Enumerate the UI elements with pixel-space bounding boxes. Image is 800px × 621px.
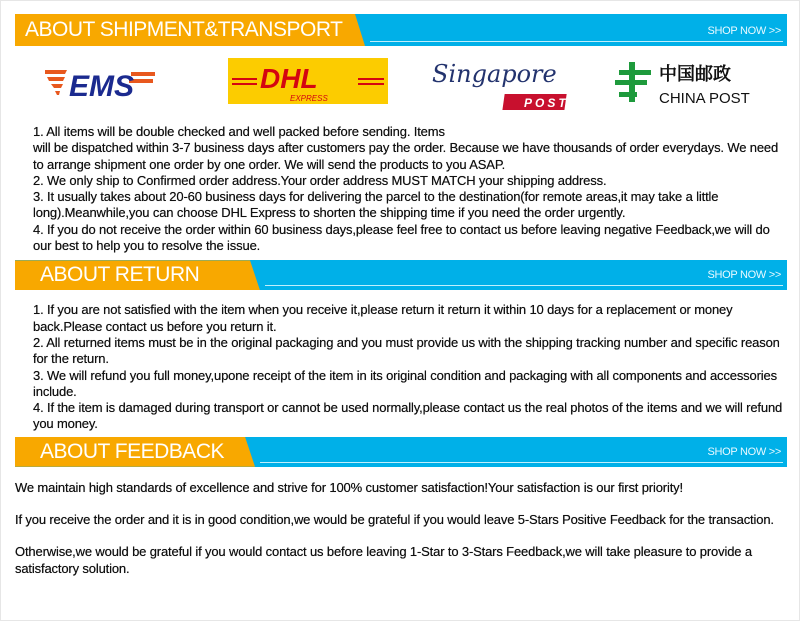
return-line: 4. If the item is damaged during transport or cannot be used normally,please contact us the real photos of the items and we will refund you money. [33,400,783,432]
divider [265,285,783,286]
feedback-paragraph: If you receive the order and it is in good condition,we would be grateful if you would leave 5-Stars Positive Feedback for the transaction. [15,512,774,528]
shipment-line: 2. We only ship to Confirmed order address.Your order address MUST MATCH your shipping address. [33,172,607,188]
feedback-text [15,480,787,577]
shipment-line: 1. All items will be double checked and well packed before sending. Items [33,124,445,139]
svg-text:EMS: EMS [69,70,135,103]
section-title: ABOUT FEEDBACK [40,439,224,463]
feedback-paragraph: Otherwise,we would be grateful if you would contact us before leaving 1-Star to 3-Stars Feedback,we will take pleasure to provide a satisfactory solution. [15,544,752,576]
divider [260,462,783,463]
shop-now-link[interactable]: SHOP NOW >> [707,25,781,37]
svg-text:EXPRESS: EXPRESS [290,94,328,103]
section-title: ABOUT RETURN [40,263,200,287]
svg-text:Singapore: Singapore [432,60,557,88]
divider [370,41,783,42]
ems-logo [45,64,155,106]
return-text [33,302,789,432]
shop-now-link[interactable]: SHOP NOW >> [707,445,781,458]
shipment-line: 3. It usually takes about 20-60 business days for delivering the parcel to the destination(for remote areas,it may take a little long).Meanwhile,you can choose DHL Express to shorten the shipping time if you need the order urgently. [33,189,719,221]
feedback-banner [15,437,787,467]
svg-text:POST: POST [524,96,569,110]
shipment-line: 4. If you do not receive the order within 60 business days,please feel free to contact us before leaving negative Feedback,we will do our best to help you to resolve the issue. [33,221,770,254]
shipment-banner [15,14,787,46]
return-banner [15,260,787,290]
carrier-logos [1,56,800,124]
return-line: 1. If you are not satisfied with the item when you receive it,please return it return it within 10 days for a replacement or money back.Please contact us before you return it. [33,302,733,334]
shipment-line: will be dispatched within 3-7 business days after customers pay the order. Because we have thousands of order everydays. We need to arrange shipment one order by one order. We will send the products to you ASAP. [33,140,779,172]
return-line: 3. We will refund you full money,upone receipt of the item in its original condition and packaging with all components and accessories include. [33,367,777,399]
svg-text:CHINA POST: CHINA POST [659,90,750,107]
dhl-logo [228,58,388,104]
singapore-post-logo [426,56,576,112]
section-title: ABOUT SHIPMENT&TRANSPORT [25,18,343,41]
shipment-text [33,124,789,254]
shop-now-link[interactable]: SHOP NOW >> [707,269,781,282]
svg-text:中国邮政: 中国邮政 [659,64,731,85]
china-post-logo [613,60,758,108]
return-line: 2. All returned items must be in the original packaging and you must provide us with the shipping tracking number and specific reason for the return. [33,334,780,367]
svg-text:DHL: DHL [260,63,318,94]
feedback-paragraph: We maintain high standards of excellence and strive for 100% customer satisfaction!Your satisfaction is our first priority! [15,479,683,495]
